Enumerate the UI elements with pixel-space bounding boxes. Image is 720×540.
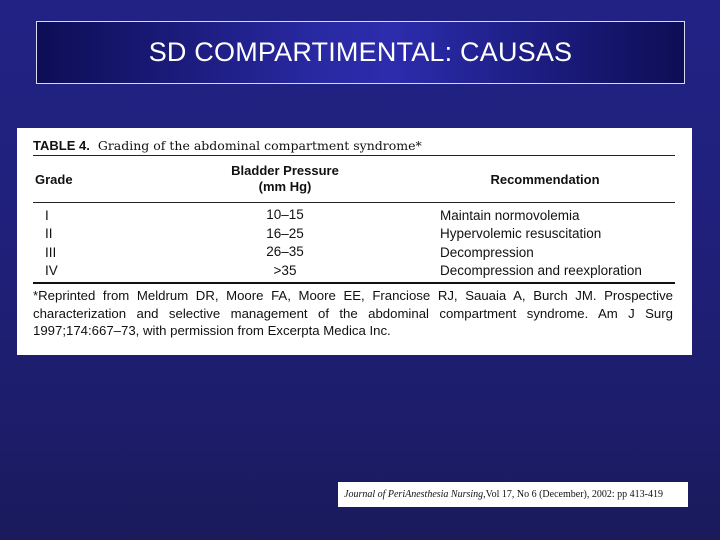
table-row xyxy=(33,225,675,244)
cell-pressure: >35 xyxy=(273,262,297,278)
slide-title-box xyxy=(36,21,685,84)
table-row xyxy=(33,206,675,225)
header-pressure-line1: Bladder Pressure xyxy=(231,163,339,178)
cell-recommendation: Decompression and reexploration xyxy=(440,263,642,279)
cell-pressure: 10–15 xyxy=(266,207,304,223)
table-row xyxy=(33,243,675,262)
table-figure xyxy=(17,128,692,355)
cell-grade: I xyxy=(45,207,49,223)
citation-details: Vol 17, No 6 (December), 2002: pp 413-419 xyxy=(485,489,663,500)
cell-recommendation: Maintain normovolemia xyxy=(440,207,580,223)
cell-recommendation: Hypervolemic resuscitation xyxy=(440,226,602,242)
header-pressure-line2: (mm Hg) xyxy=(258,179,312,194)
table-caption xyxy=(33,137,675,155)
cell-grade: III xyxy=(45,244,57,260)
slide-title: SD COMPARTIMENTAL: CAUSAS xyxy=(148,37,573,67)
citation-journal: Journal of PeriAnesthesia Nursing, xyxy=(344,489,486,500)
header-grade: Grade xyxy=(35,171,73,187)
table-label: TABLE 4. xyxy=(33,138,90,153)
header-recommendation: Recommendation xyxy=(490,171,600,187)
header-pressure xyxy=(175,163,395,195)
table-row xyxy=(33,262,675,281)
table-body xyxy=(33,203,675,282)
cell-recommendation: Decompression xyxy=(440,244,534,260)
cell-pressure: 26–35 xyxy=(266,244,304,260)
table-caption-text: Grading of the abdominal compartment syndrome* xyxy=(97,138,422,153)
cell-pressure: 16–25 xyxy=(266,225,304,241)
cell-grade: IV xyxy=(45,263,58,279)
table-header-row xyxy=(33,156,675,202)
table-footnote: *Reprinted from Meldrum DR, Moore FA, Moore EE, Franciose RJ, Sauaia A, Burch JM. Prospective characterization and selective management of the abdominal compartment syndrome. Am J Surg 1997;174:667–73, with permission from Excerpta Medica Inc. xyxy=(33,288,673,338)
journal-citation xyxy=(338,482,688,507)
cell-grade: II xyxy=(45,226,53,242)
